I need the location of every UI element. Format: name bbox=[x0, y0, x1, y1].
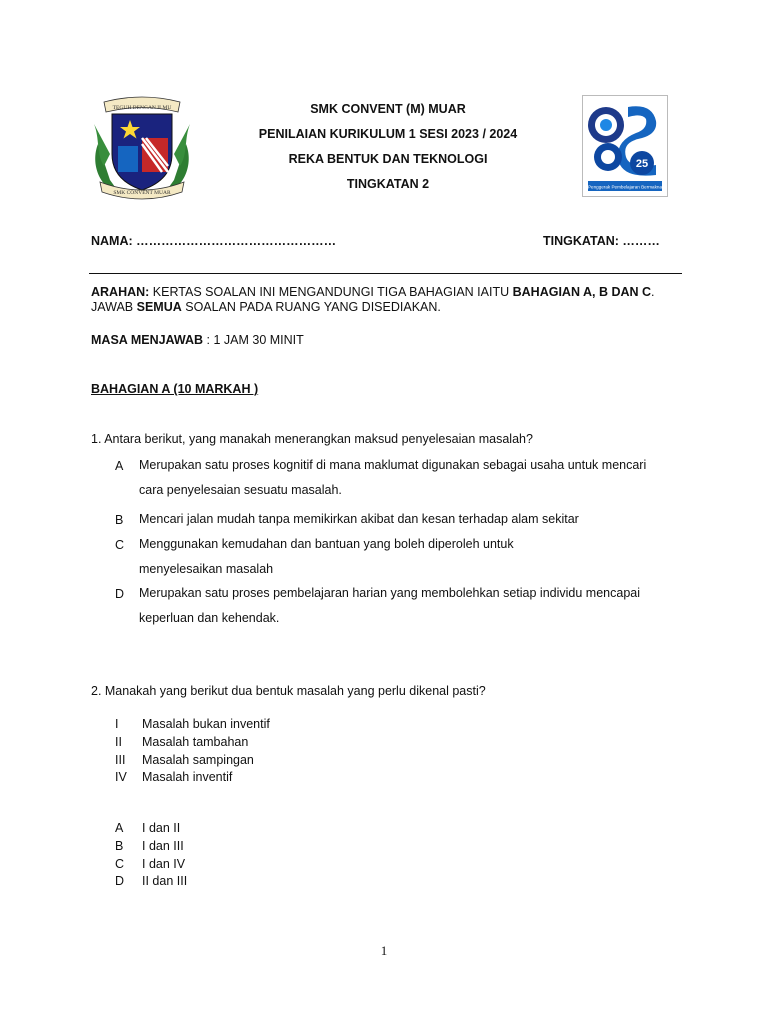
option-key: A bbox=[115, 459, 124, 473]
option-text: I dan II bbox=[142, 821, 181, 835]
crest-motto-bottom: SMK CONVENT MUAR bbox=[113, 190, 171, 196]
statement-text: Masalah bukan inventif bbox=[142, 717, 270, 731]
tingkatan-field[interactable]: TINGKATAN: ……… bbox=[543, 234, 660, 248]
arahan-text-3: SOALAN PADA RUANG YANG DISEDIAKAN. bbox=[181, 300, 441, 314]
option-text: Merupakan satu proses pembelajaran harian yang membolehkan setiap individu mencapai keperluan dan kehendak. bbox=[139, 586, 640, 625]
statement-text: Masalah sampingan bbox=[142, 753, 254, 767]
statement-key: III bbox=[115, 753, 126, 767]
crest-motto-top: TEGUH DENGAN ILMU bbox=[112, 105, 172, 111]
statement-key: I bbox=[115, 717, 119, 731]
statement-text: Masalah inventif bbox=[142, 770, 233, 784]
option-key: D bbox=[115, 587, 125, 601]
page-number: 1 bbox=[380, 943, 388, 958]
option-text: I dan III bbox=[142, 839, 184, 853]
arahan-label: ARAHAN: bbox=[91, 285, 150, 299]
school-crest-logo bbox=[90, 94, 194, 202]
masa-value: : 1 JAM 30 MINIT bbox=[203, 333, 304, 347]
statement-text: Masalah tambahan bbox=[142, 735, 249, 749]
time-allowed bbox=[91, 333, 304, 347]
anniversary-25-logo bbox=[582, 95, 668, 197]
question-2: 2. Manakah yang berikut dua bentuk masalah yang perlu dikenal pasti? bbox=[91, 684, 486, 698]
option-key: D bbox=[115, 874, 125, 888]
question-1: 1. Antara berikut, yang manakah menerangkan maksud penyelesaian masalah? bbox=[91, 432, 533, 446]
section-title: BAHAGIAN A (10 MARKAH ) bbox=[91, 382, 259, 396]
school-name: SMK CONVENT (M) MUAR bbox=[310, 102, 466, 116]
subject-title: REKA BENTUK DAN TEKNOLOGI bbox=[288, 152, 488, 166]
statement-key: IV bbox=[115, 770, 127, 784]
option-text: Mencari jalan mudah tanpa memikirkan akibat dan kesan terhadap alam sekitar bbox=[139, 512, 579, 526]
arahan-bold-all: SEMUA bbox=[136, 300, 182, 314]
masa-label: MASA MENJAWAB bbox=[91, 333, 204, 347]
option-key: B bbox=[115, 513, 124, 527]
arahan-text-1: KERTAS SOALAN INI MENGANDUNGI TIGA BAHAGIAN IAITU bbox=[149, 285, 513, 299]
option-key: C bbox=[115, 857, 125, 871]
instructions bbox=[91, 285, 681, 315]
option-key: C bbox=[115, 538, 125, 552]
exam-title: PENILAIAN KURIKULUM 1 SESI 2023 / 2024 bbox=[258, 127, 518, 141]
option-key: A bbox=[115, 821, 124, 835]
option-key: B bbox=[115, 839, 124, 853]
option-text: Merupakan satu proses kognitif di mana maklumat digunakan sebagai usaha untuk mencari cara penyelesaian sesuatu masalah. bbox=[139, 458, 647, 497]
option-text: II dan III bbox=[142, 874, 188, 888]
logo-caption: Penggerak Pembelajaran Bermakna bbox=[587, 184, 663, 190]
header-divider bbox=[89, 273, 682, 274]
statement-key: II bbox=[115, 735, 122, 749]
option-text: Menggunakan kemudahan dan bantuan yang boleh diperoleh untuk menyelesaikan masalah bbox=[139, 537, 514, 576]
exam-header bbox=[200, 100, 576, 200]
logo-number: 25 bbox=[635, 158, 649, 170]
option-text: I dan IV bbox=[142, 857, 186, 871]
form-title: TINGKATAN 2 bbox=[346, 177, 430, 191]
nama-field[interactable]: NAMA: ………………………………………… bbox=[91, 234, 337, 248]
arahan-text-2: . JAWAB bbox=[91, 285, 655, 314]
arahan-bold-sections: BAHAGIAN A, B DAN C bbox=[512, 285, 652, 299]
